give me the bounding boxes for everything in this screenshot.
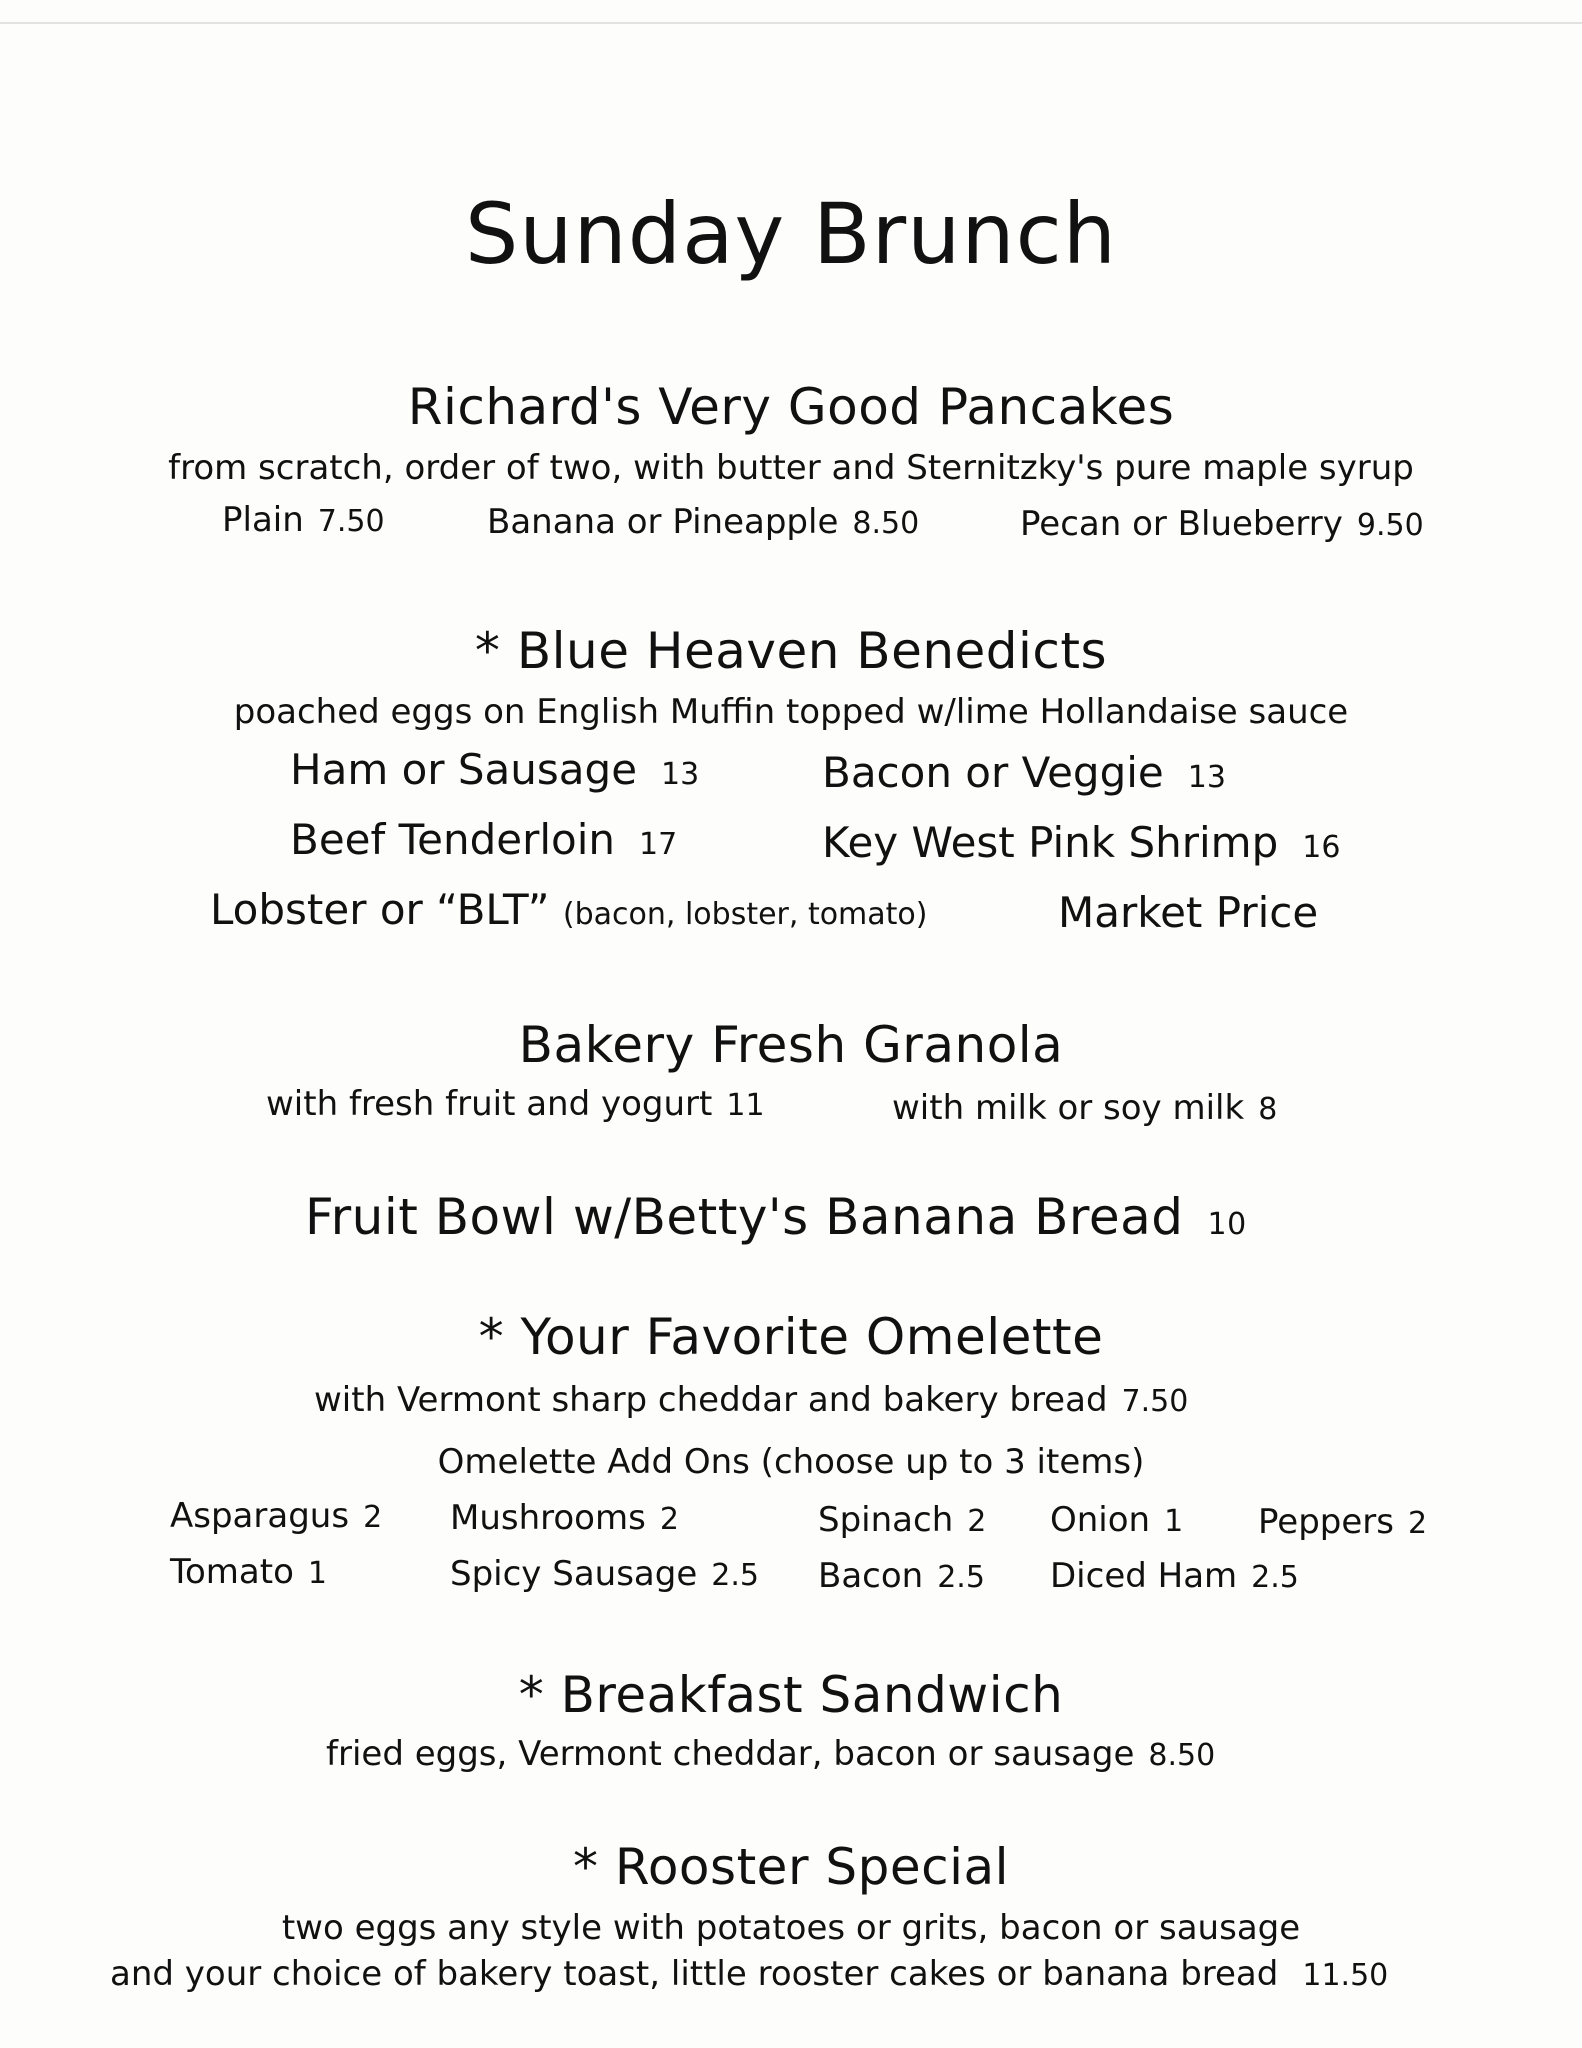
addon-item	[818, 1500, 986, 1540]
item-price: 10	[1207, 1207, 1247, 1242]
addon-item	[450, 1554, 759, 1594]
item-name: Pecan or Blueberry	[1020, 504, 1343, 544]
item-name: Lobster or “BLT”	[210, 885, 550, 934]
addon-item	[170, 1552, 327, 1592]
item-price: 2.5	[1251, 1560, 1299, 1595]
rooster-description-line-2	[110, 1954, 1388, 1994]
item-name: Banana or Pineapple	[487, 502, 839, 542]
granola-heading: Bakery Fresh Granola	[518, 1016, 1064, 1074]
sandwich-description	[326, 1734, 1215, 1774]
item-name: Spicy Sausage	[450, 1554, 698, 1594]
item-name: Spinach	[818, 1500, 954, 1540]
item-name: Beef Tenderloin	[290, 815, 616, 864]
sandwich-heading: * Breakfast Sandwich	[518, 1666, 1064, 1724]
granola-item	[266, 1084, 765, 1124]
item-price: 2.5	[937, 1560, 985, 1595]
item-name: Mushrooms	[450, 1498, 646, 1538]
item-price: 11	[726, 1088, 765, 1123]
item-price: 2	[1407, 1506, 1428, 1541]
omelette-description	[314, 1380, 1188, 1420]
item-price: 8.50	[852, 506, 920, 541]
granola-item	[892, 1088, 1277, 1128]
addon-item	[170, 1496, 382, 1536]
pancakes-description: from scratch, order of two, with butter and Sternitzky's pure maple syrup	[168, 448, 1414, 488]
item-price: 2	[363, 1500, 383, 1535]
item-name: with milk or soy milk	[892, 1088, 1245, 1128]
omelette-heading: * Your Favorite Omelette	[478, 1308, 1104, 1366]
item-name: Key West Pink Shrimp	[822, 818, 1279, 867]
item-price: 2.5	[711, 1558, 759, 1593]
item-name: Plain	[222, 500, 304, 540]
item-name: Bacon or Veggie	[822, 748, 1164, 797]
benedicts-description: poached eggs on English Muffin topped w/lime Hollandaise sauce	[233, 692, 1349, 732]
item-name: with Vermont sharp cheddar and bakery bread	[314, 1380, 1108, 1420]
item-price: 7.50	[1121, 1384, 1189, 1419]
rooster-heading: * Rooster Special	[572, 1838, 1010, 1896]
lobster-item	[210, 885, 928, 934]
benedict-item	[290, 815, 677, 864]
pancakes-heading: Richard's Very Good Pancakes	[407, 378, 1175, 436]
benedict-item	[290, 745, 699, 794]
item-price: 13	[1187, 760, 1226, 795]
fruit-bowl-item	[305, 1188, 1247, 1246]
addon-item	[1050, 1556, 1299, 1596]
item-price: 8	[1258, 1092, 1278, 1127]
item-price: 16	[1302, 830, 1341, 865]
addon-item	[450, 1498, 679, 1538]
pancake-item	[1020, 504, 1424, 544]
item-name: with fresh fruit and yogurt	[266, 1084, 713, 1124]
item-name: Tomato	[170, 1552, 294, 1592]
item-price: 13	[661, 757, 700, 792]
item-name: Peppers	[1258, 1502, 1394, 1542]
rooster-description-line-1: two eggs any style with potatoes or grits, bacon or sausage	[281, 1908, 1301, 1948]
fruit-bowl-heading: Fruit Bowl w/Betty's Banana Bread	[305, 1188, 1184, 1246]
item-price: 17	[639, 827, 678, 862]
item-name: Onion	[1050, 1500, 1151, 1540]
menu-title: Sunday Brunch	[464, 185, 1118, 283]
item-name: Diced Ham	[1050, 1556, 1238, 1596]
item-price: 2	[659, 1502, 679, 1537]
item-price: 1	[307, 1556, 327, 1591]
pancake-item	[222, 500, 385, 540]
item-name: and your choice of bakery toast, little rooster cakes or banana bread	[110, 1954, 1279, 1994]
item-price: 1	[1164, 1504, 1184, 1539]
item-name: Ham or Sausage	[290, 745, 638, 794]
pancake-item	[487, 502, 919, 542]
item-price: 7.50	[317, 504, 385, 539]
benedict-item	[822, 818, 1340, 867]
item-price: 9.50	[1356, 508, 1424, 543]
item-price: 11.50	[1302, 1958, 1389, 1993]
item-name: fried eggs, Vermont cheddar, bacon or sausage	[326, 1734, 1135, 1774]
benedict-item	[822, 748, 1226, 797]
item-note: (bacon, lobster, tomato)	[562, 897, 928, 932]
addon-item	[1050, 1500, 1183, 1540]
item-name: Bacon	[818, 1556, 924, 1596]
item-name: Asparagus	[170, 1496, 350, 1536]
omelette-addons-title: Omelette Add Ons (choose up to 3 items)	[437, 1442, 1145, 1482]
item-price: 2	[967, 1504, 987, 1539]
item-price: 8.50	[1148, 1738, 1216, 1773]
benedicts-heading: * Blue Heaven Benedicts	[474, 622, 1108, 680]
scan-edge-line	[0, 22, 1582, 24]
addon-item	[1258, 1502, 1427, 1542]
addon-item	[818, 1556, 985, 1596]
lobster-price: Market Price	[1058, 888, 1319, 937]
